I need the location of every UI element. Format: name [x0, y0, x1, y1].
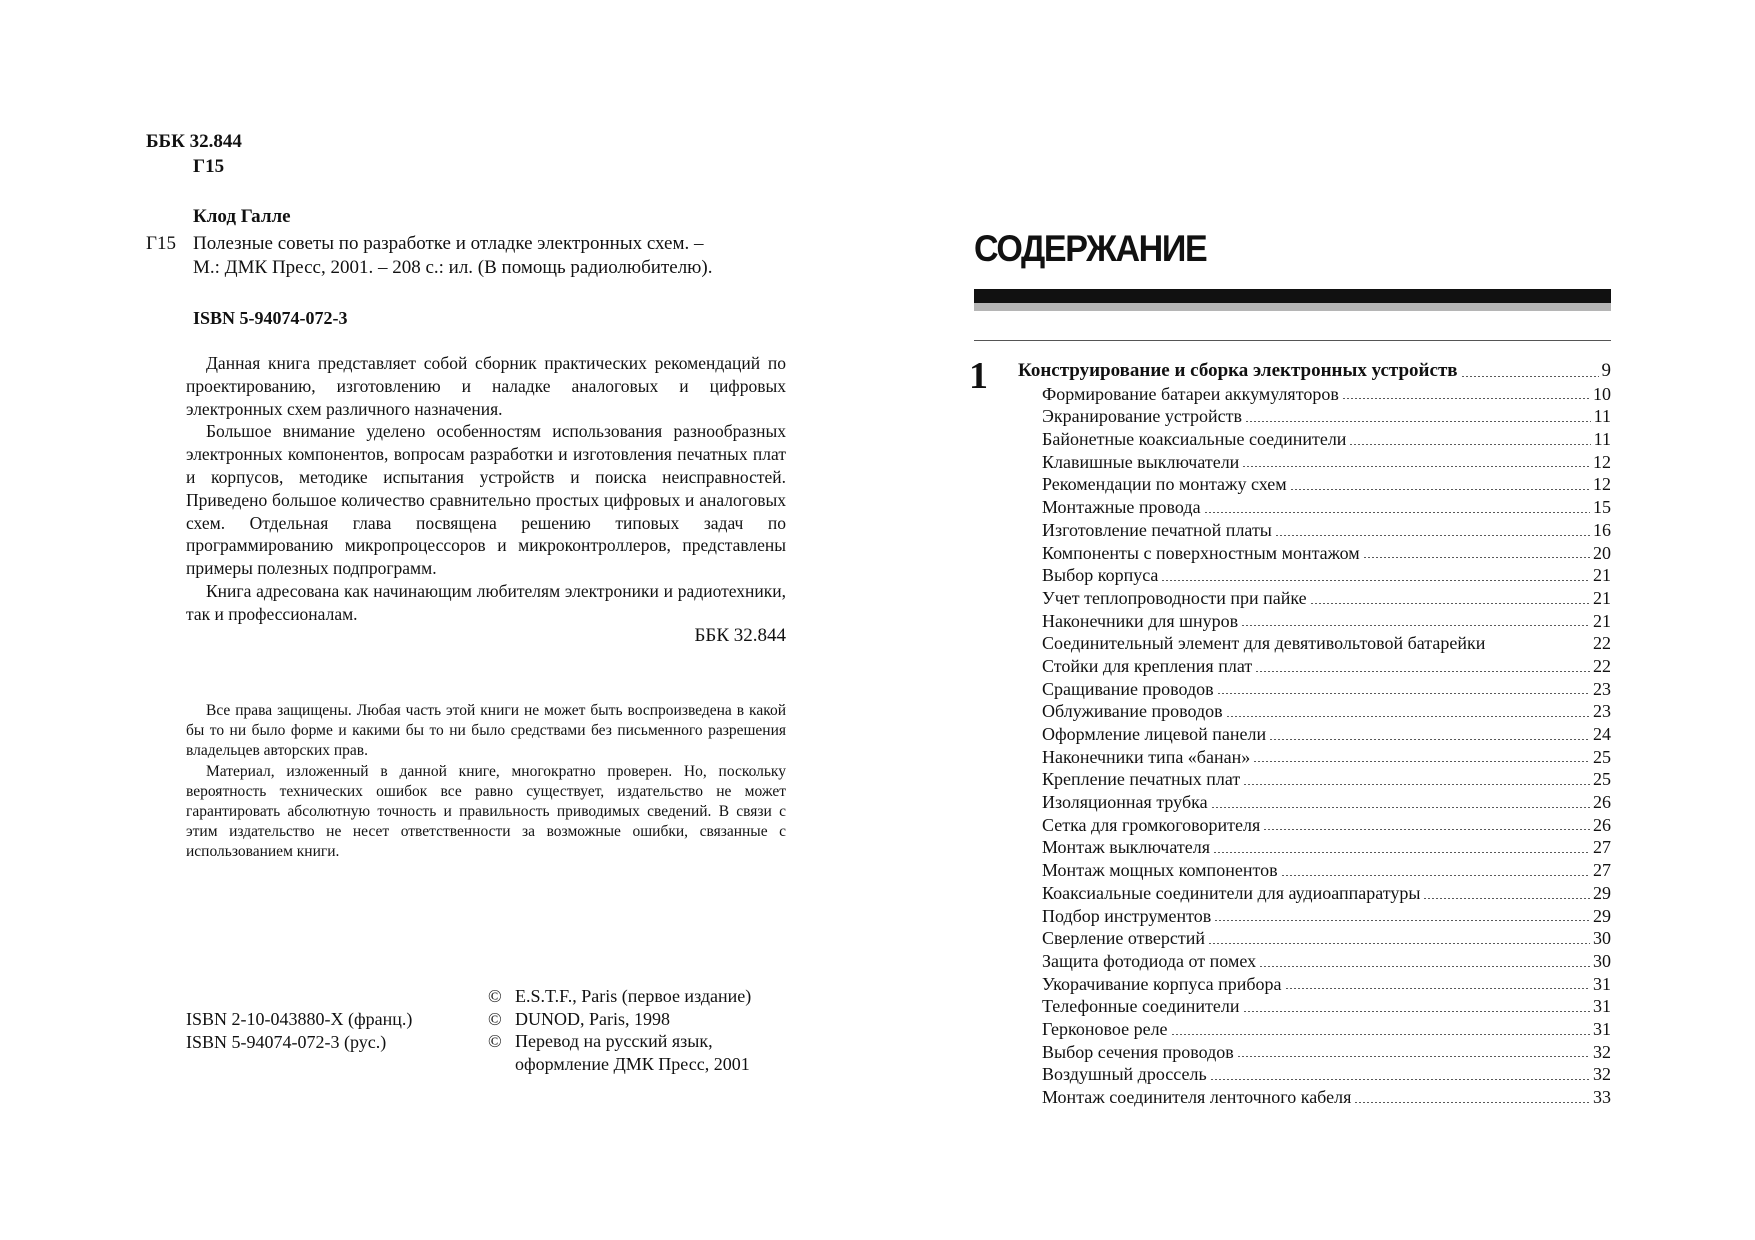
toc-entry-page: 23: [1593, 701, 1611, 722]
toc-entry[interactable]: [1018, 768, 1611, 791]
dot-leader: [1214, 920, 1590, 921]
dot-leader: [1263, 829, 1590, 830]
toc-entry-page: 23: [1593, 678, 1611, 699]
copyright-symbol: ©: [488, 1008, 502, 1029]
toc-entry[interactable]: [1018, 995, 1611, 1018]
toc-entry-title: Байонетные коаксиальные соединители: [1042, 429, 1347, 450]
toc-entry[interactable]: [1018, 746, 1611, 769]
copyright-text: Перевод на русский язык,: [515, 1031, 713, 1051]
dot-leader: [1354, 1102, 1590, 1103]
toc-entry-title: Герконовое реле: [1042, 1018, 1168, 1039]
dot-leader: [1243, 784, 1590, 785]
contents-page: [877, 0, 1755, 1240]
toc-entry-page: 12: [1593, 474, 1611, 495]
dot-leader: [1349, 444, 1590, 445]
dot-leader: [1211, 807, 1590, 808]
bbk-code-right: ББК 32.844: [694, 625, 786, 646]
author-mark-top: Г15: [193, 156, 225, 177]
toc-entry-title: Стойки для крепления плат: [1042, 655, 1253, 676]
toc-entry[interactable]: [1018, 1063, 1611, 1086]
toc-entry[interactable]: [1018, 542, 1611, 565]
toc-entry-title: Компоненты с поверхностным монтажом: [1042, 542, 1360, 563]
annotation-paragraph: Данная книга представляет собой сборник практических рекомендаций по проектированию, изготовлению и наладке аналоговых и цифровых электронных схем различного назначения.: [186, 353, 786, 419]
author-mark: Г15: [146, 233, 176, 254]
toc-entry-page: 21: [1593, 587, 1611, 608]
toc-entry[interactable]: [1018, 973, 1611, 996]
toc-entry[interactable]: [1018, 655, 1611, 678]
toc-entry-page: 15: [1593, 497, 1611, 518]
contents-title: СОДЕРЖАНИЕ: [974, 228, 1207, 269]
toc-entry[interactable]: [1018, 882, 1611, 905]
dot-leader: [1213, 852, 1590, 853]
toc-entry-page: 26: [1593, 792, 1611, 813]
isbn-list: [186, 1008, 412, 1053]
toc-entry[interactable]: [1018, 1018, 1611, 1041]
bbk-code: ББК 32.844: [146, 131, 242, 152]
copyright-line: [488, 1008, 751, 1031]
toc-entry-page: 27: [1593, 860, 1611, 881]
toc-entry-page: 20: [1593, 542, 1611, 563]
toc-entry-title: Сетка для громкоговорителя: [1042, 814, 1261, 835]
toc-entry-page: 26: [1593, 814, 1611, 835]
toc-entry-title: Защита фотодиода от помех: [1042, 950, 1257, 971]
toc-entry-page: 32: [1593, 1064, 1611, 1085]
toc-entry-page: 16: [1593, 519, 1611, 540]
toc-entry[interactable]: [1018, 791, 1611, 814]
toc-entry-title: Изоляционная трубка: [1042, 792, 1208, 813]
toc-entry[interactable]: [1018, 473, 1611, 496]
copyright-symbol: ©: [488, 1031, 502, 1051]
toc-entry-title: Изготовление печатной платы: [1042, 519, 1272, 540]
dot-leader: [1208, 943, 1590, 944]
divider-rule: [974, 340, 1611, 341]
toc-entry-title: Монтаж выключателя: [1042, 837, 1210, 858]
dot-leader: [1237, 1056, 1590, 1057]
toc-entry-title: Оформление лицевой панели: [1042, 724, 1267, 744]
toc-entry-title: Облуживание проводов: [1042, 701, 1223, 722]
rights-paragraph: Материал, изложенный в данной книге, многократно проверен. Но, поскольку вероятность технических ошибок все равно существует, издательство не может гарантировать абсолютную точность и правильность приводимых сведений. В связи с этим издательство не несет ответственности за возможные ошибки, связанные с использованием книги.: [186, 762, 786, 861]
toc-entry-title: Монтаж соединителя ленточного кабеля: [1042, 1087, 1352, 1107]
dot-leader: [1310, 603, 1590, 604]
toc-entry-page: 33: [1593, 1087, 1611, 1107]
toc-entry[interactable]: [1018, 496, 1611, 519]
book-title-line-2: М.: ДМК Пресс, 2001. – 208 с.: ил. (В помощь радиолюбителю).: [193, 257, 713, 278]
toc-entry-page: 25: [1593, 769, 1611, 790]
toc-entry-page: 25: [1593, 746, 1611, 767]
dot-leader: [1281, 875, 1590, 876]
toc-entry[interactable]: [1018, 428, 1611, 451]
toc-entry[interactable]: [1018, 451, 1611, 474]
toc-entry-page: 21: [1593, 565, 1611, 586]
toc-entry[interactable]: [1018, 405, 1611, 428]
table-of-contents: [1018, 360, 1611, 1109]
toc-entry-page: 10: [1593, 383, 1611, 404]
toc-entry-page: 29: [1593, 905, 1611, 926]
toc-entry[interactable]: [1018, 383, 1611, 406]
toc-entry-page: 29: [1593, 882, 1611, 903]
imprint-page: [0, 0, 877, 1240]
copyright-line: [488, 985, 751, 1008]
annotation: [186, 352, 786, 626]
toc-entry-page: 31: [1593, 973, 1611, 994]
dot-leader: [1275, 535, 1590, 536]
toc-entry-page: 24: [1593, 724, 1611, 744]
toc-entry[interactable]: [1018, 678, 1611, 701]
dot-leader: [1285, 988, 1590, 989]
copyright-text: E.S.T.F., Paris (первое издание): [515, 986, 752, 1006]
dot-leader: [1245, 421, 1591, 422]
toc-entry-page: 32: [1593, 1041, 1611, 1062]
isbn-russian: ISBN 5-94074-072-3 (рус.): [186, 1031, 387, 1052]
toc-entry-title: Подбор инструментов: [1042, 905, 1212, 926]
dot-leader: [1161, 580, 1590, 581]
copyright-line: [488, 1030, 751, 1053]
toc-entry-page: 31: [1593, 996, 1611, 1017]
toc-entry[interactable]: [1018, 905, 1611, 928]
toc-entry-title: Рекомендации по монтажу схем: [1042, 474, 1287, 495]
dot-leader: [1363, 557, 1590, 558]
toc-entry-title: Воздушный дроссель: [1042, 1064, 1207, 1085]
toc-entry-title: Выбор корпуса: [1042, 565, 1159, 586]
toc-entry[interactable]: [1018, 610, 1611, 633]
copyright-list: [488, 985, 751, 1075]
toc-entry-page: 30: [1593, 928, 1611, 949]
toc-entry-title: Сверление отверстий: [1042, 928, 1206, 949]
toc-entry-title: Экранирование устройств: [1042, 406, 1242, 427]
toc-entry[interactable]: [1018, 1086, 1611, 1109]
title-rule-grey: [974, 303, 1611, 311]
annotation-paragraph: Большое внимание уделено особенностям использования разнообразных электронных компонентов, вопросам разработки и изготовления печатных плат и корпусов, методике испытания устройств и поиска неисправностей. Приведено большое количество сравнительно простых цифровых и аналоговых схем. Отдельная глава посвящена решению типовых задач по программированию микропроцессоров и микроконтроллеров, представлены примеры полезных подпрограмм.: [186, 421, 786, 579]
dot-leader: [1342, 398, 1590, 399]
dot-leader: [1253, 761, 1590, 762]
isbn-french: ISBN 2-10-043880-X (франц.): [186, 1009, 413, 1029]
toc-entry-title: Выбор сечения проводов: [1042, 1041, 1234, 1062]
dot-leader: [1217, 693, 1590, 694]
chapter-number: 1: [969, 355, 988, 397]
dot-leader: [1204, 512, 1590, 513]
toc-entry-title: Учет теплопроводности при пайке: [1042, 587, 1307, 608]
book-title-line-1: Полезные советы по разработке и отладке электронных схем. –: [193, 233, 704, 254]
toc-entry-title: Клавишные выключатели: [1042, 451, 1240, 472]
toc-entry[interactable]: [1018, 814, 1611, 837]
toc-entry-page: 11: [1593, 429, 1611, 450]
toc-entry-title: Сращивание проводов: [1042, 678, 1214, 699]
toc-entry-title: Телефонные соединители: [1042, 996, 1240, 1017]
toc-entry[interactable]: [1018, 836, 1611, 859]
toc-entry-title: Наконечники типа «банан»: [1042, 746, 1251, 767]
dot-leader: [1171, 1034, 1590, 1035]
rights-notice: [186, 701, 786, 863]
dot-leader: [1461, 376, 1599, 377]
isbn-main: ISBN 5-94074-072-3: [193, 308, 348, 328]
toc-chapter-row[interactable]: [1018, 360, 1611, 383]
toc-entry-title: Наконечники для шнуров: [1042, 610, 1239, 631]
title-rule-black: [974, 289, 1611, 303]
dot-leader: [1226, 716, 1590, 717]
toc-entry[interactable]: [1018, 950, 1611, 973]
toc-entry[interactable]: [1018, 632, 1611, 655]
dot-leader: [1269, 739, 1590, 740]
author-name: Клод Галле: [193, 206, 291, 227]
dot-leader: [1255, 671, 1590, 672]
toc-entry[interactable]: [1018, 587, 1611, 610]
dot-leader: [1488, 648, 1590, 649]
toc-entry-title: Укорачивание корпуса прибора: [1042, 973, 1282, 994]
toc-entry[interactable]: [1018, 519, 1611, 542]
annotation-paragraph: Книга адресована как начинающим любителям электроники и радиотехники, так и профессионалам.: [186, 580, 786, 624]
toc-entry[interactable]: [1018, 1041, 1611, 1064]
dot-leader: [1243, 1011, 1591, 1012]
toc-entry-page: 22: [1593, 633, 1611, 654]
toc-entry[interactable]: [1018, 927, 1611, 950]
dot-leader: [1423, 898, 1590, 899]
toc-entry-title: Коаксиальные соединители для аудиоаппаратуры: [1042, 882, 1421, 903]
copyright-text: DUNOD, Paris, 1998: [515, 1008, 670, 1029]
dot-leader: [1259, 966, 1590, 967]
toc-entry[interactable]: [1018, 700, 1611, 723]
toc-entry[interactable]: [1018, 859, 1611, 882]
toc-entry-page: 12: [1593, 451, 1611, 472]
dot-leader: [1241, 625, 1590, 626]
toc-entry-title: Соединительный элемент для девятивольтовой батарейки: [1042, 633, 1486, 654]
toc-entry-title: Конструирование и сборка электронных устройств: [1018, 360, 1458, 381]
dot-leader: [1242, 466, 1590, 467]
copyright-continuation: оформление ДМК Пресс, 2001: [515, 1053, 750, 1074]
rights-paragraph: Все права защищены. Любая часть этой книги не может быть воспроизведена в какой бы то ни было форме и какими бы то ни было средствами без письменного разрешения владельцев авторских прав.: [186, 702, 786, 760]
toc-entry-title: Формирование батареи аккумуляторов: [1042, 383, 1339, 404]
toc-entry-page: 30: [1593, 950, 1611, 971]
toc-entry[interactable]: [1018, 564, 1611, 587]
toc-entry-page: 21: [1593, 610, 1611, 631]
toc-entry-page: 9: [1601, 360, 1611, 381]
toc-entry-page: 27: [1593, 837, 1611, 858]
toc-entry-title: Монтажные провода: [1042, 497, 1201, 518]
toc-entry-title: Монтаж мощных компонентов: [1042, 860, 1278, 881]
dot-leader: [1210, 1079, 1590, 1080]
toc-entry-page: 11: [1593, 406, 1611, 427]
toc-entry-title: Крепление печатных плат: [1042, 769, 1241, 790]
copyright-symbol: ©: [488, 986, 502, 1006]
toc-entry-page: 31: [1593, 1018, 1611, 1039]
dot-leader: [1290, 489, 1590, 490]
toc-entry[interactable]: [1018, 723, 1611, 746]
toc-entry-page: 22: [1593, 655, 1611, 676]
